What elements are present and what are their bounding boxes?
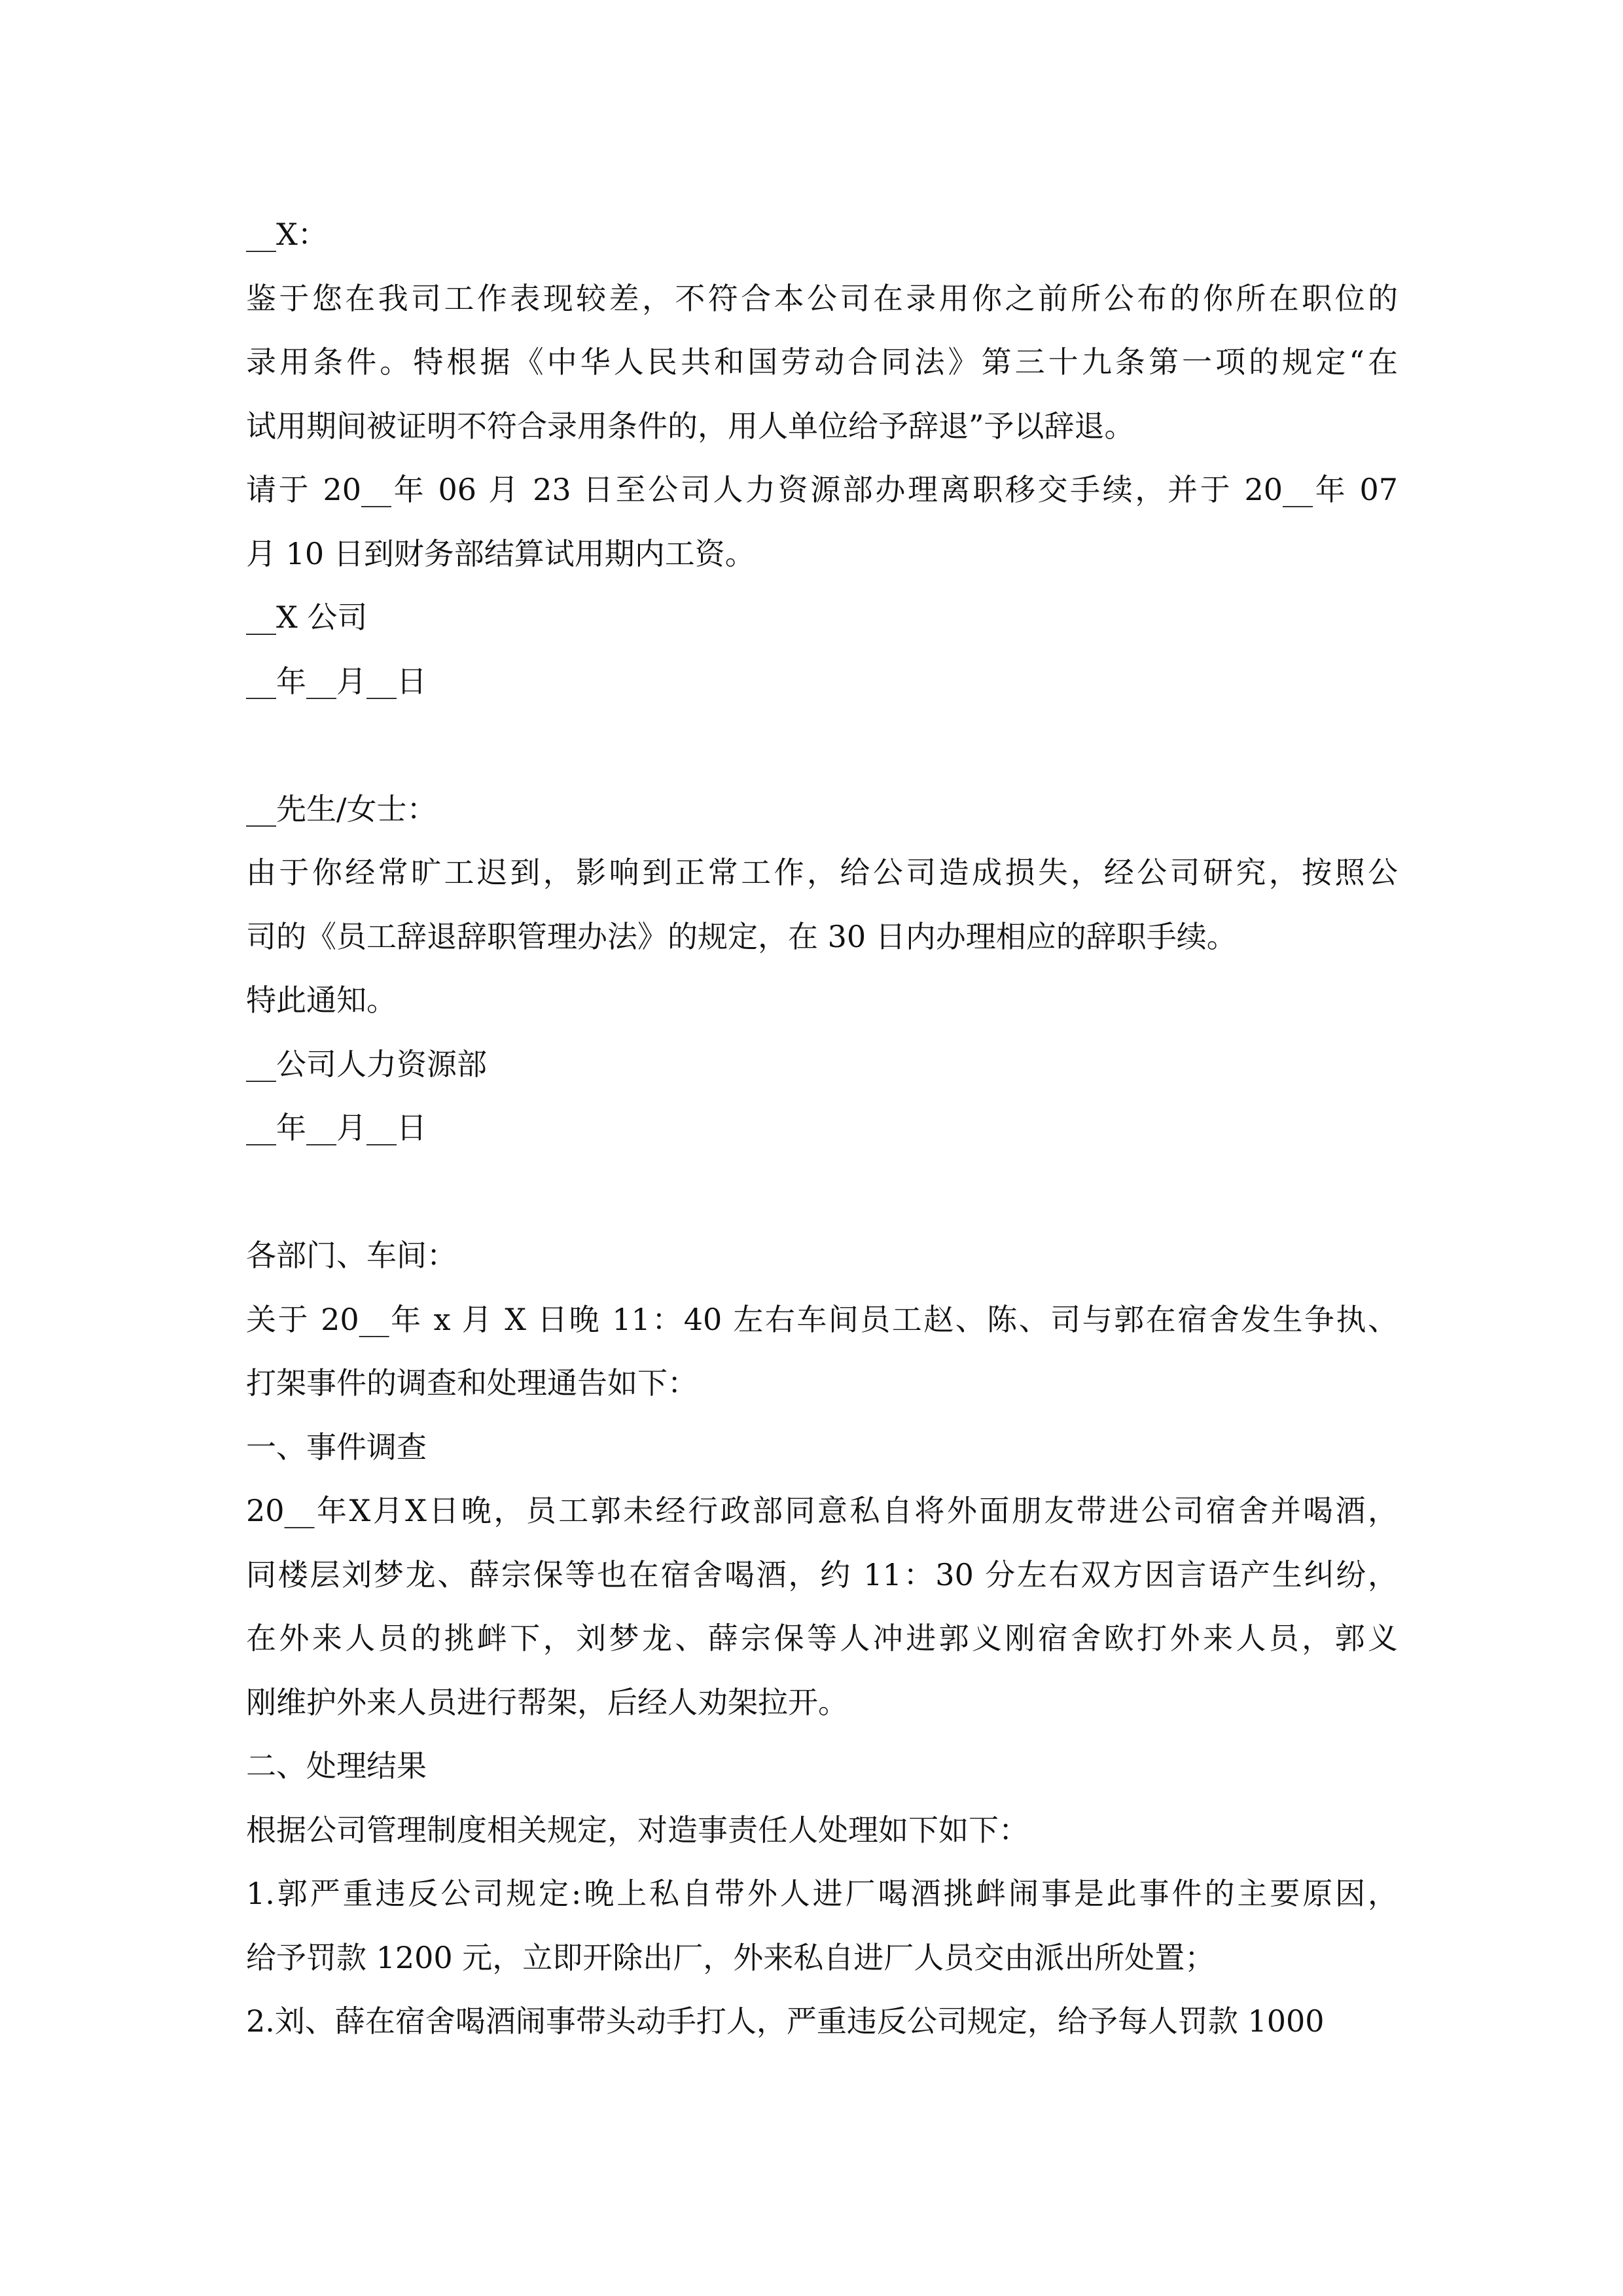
notice1-signature: __X 公司 — [246, 600, 368, 635]
notice3-intro-line: 关于 20__年 x 月 X 日晚 11：40 左右车间员工赵、陈、司与郭在宿舍发生争执、 — [246, 1301, 1398, 1337]
notice1-line: 鉴于您在我司工作表现较差，不符合本公司在录用你之前所公布的你所在职位的 — [246, 280, 1398, 316]
section2-heading: 二、处理结果 — [246, 1748, 427, 1784]
notice2-line: 由于你经常旷工迟到，影响到正常工作，给公司造成损失，经公司研究，按照公 — [246, 855, 1398, 890]
notice2-closing: 特此通知。 — [246, 982, 397, 1018]
section1-heading: 一、事件调查 — [246, 1429, 427, 1465]
notice3-intro-line: 打架事件的调查和处理通告如下： — [246, 1365, 698, 1401]
item1-line: 给予罚款 1200 元，立即开除出厂，外来私自进厂人员交由派出所处置； — [246, 1939, 1215, 1975]
section1-line: 刚维护外来人员进行帮架，后经人劝架拉开。 — [246, 1684, 848, 1720]
notice2-signature: __公司人力资源部 — [246, 1046, 487, 1082]
document-body — [246, 203, 1398, 2054]
notice2-salutation: __先生/女士： — [246, 791, 437, 827]
section1-line: 同楼层刘梦龙、薛宗保等也在宿舍喝酒，约 11：30 分左右双方因言语产生纠纷， — [246, 1556, 1398, 1592]
notice2-date: __年__月__日 — [246, 1110, 427, 1145]
notice3-salutation: 各部门、车间： — [246, 1238, 457, 1273]
section2-intro: 根据公司管理制度相关规定，对造事责任人处理如下如下： — [246, 1812, 1029, 1848]
spacer — [246, 1160, 1398, 1225]
section1-line: 在外来人员的挑衅下，刘梦龙、薛宗保等人冲进郭义刚宿舍欧打外来人员，郭义 — [246, 1621, 1398, 1656]
notice1-line: 试用期间被证明不符合录用条件的，用人单位给予辞退”予以辞退。 — [246, 408, 1135, 444]
notice1-instruction-line: 请于 20__年 06 月 23 日至公司人力资源部办理离职移交手续，并于 20__年 07 — [246, 472, 1398, 507]
spacer — [246, 713, 1398, 778]
notice1-instruction-line: 月 10 日到财务部结算试用期内工资。 — [246, 535, 755, 571]
notice1-line: 录用条件。特根据《中华人民共和国劳动合同法》第三十九条第一项的规定“在 — [246, 344, 1398, 380]
notice1-date: __年__月__日 — [246, 663, 427, 699]
notice1-salutation: __X： — [246, 217, 328, 252]
item1-line: 1.郭严重违反公司规定:晚上私自带外人进厂喝酒挑衅闹事是此事件的主要原因， — [246, 1876, 1398, 1911]
notice2-line: 司的《员工辞退辞职管理办法》的规定，在 30 日内办理相应的辞职手续。 — [246, 918, 1237, 954]
item2-line: 2.刘、薛在宿舍喝酒闹事带头动手打人，严重违反公司规定，给予每人罚款 1000 — [246, 2003, 1325, 2039]
section1-line: 20__年X月X日晚，员工郭未经行政部同意私自将外面朋友带进公司宿舍并喝酒， — [246, 1493, 1398, 1528]
